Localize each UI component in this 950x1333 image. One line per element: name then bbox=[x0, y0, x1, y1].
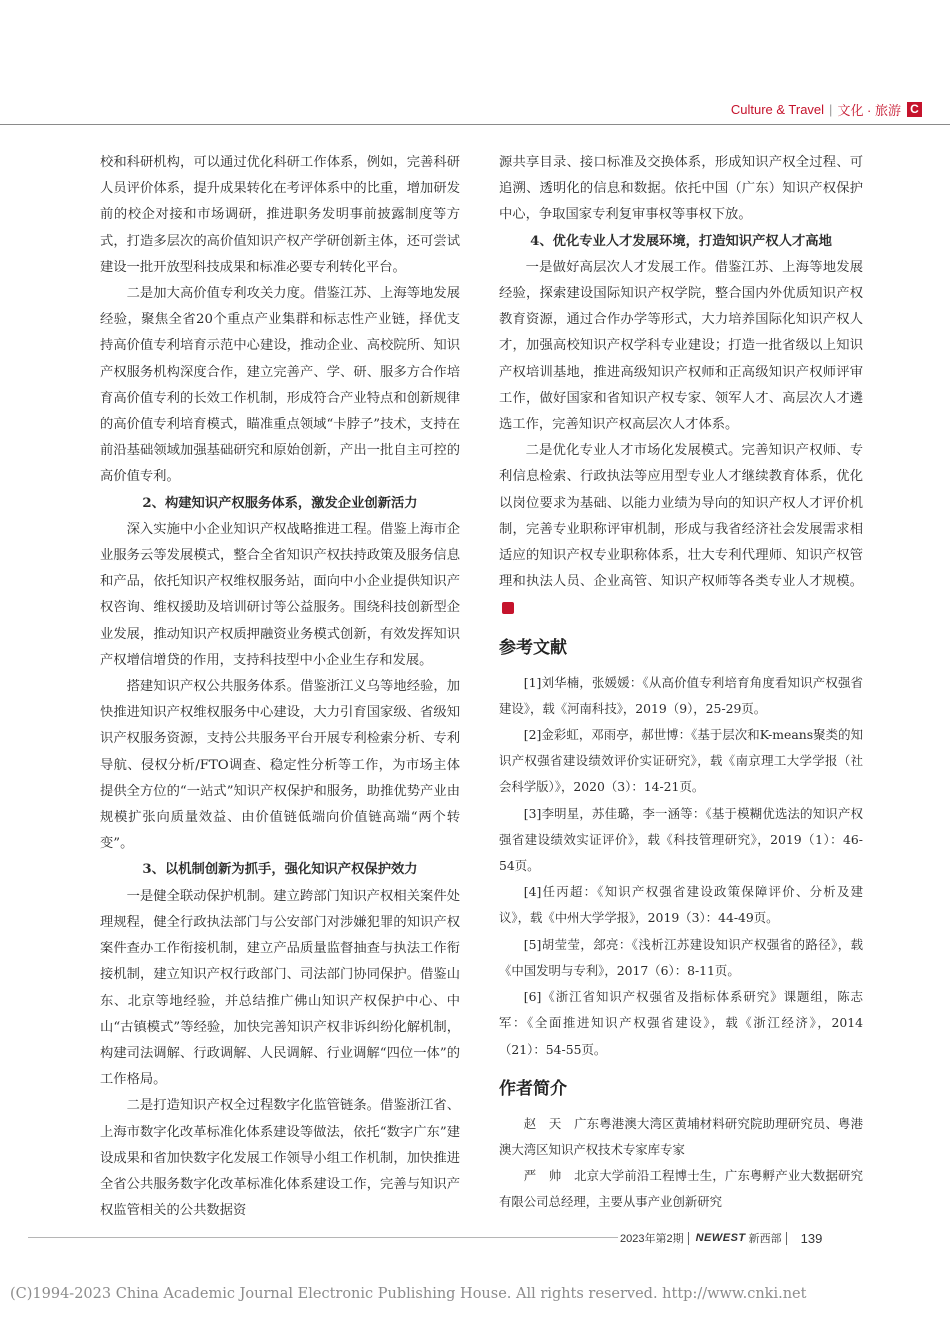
paragraph: 一是做好高层次人才发展工作。借鉴江苏、上海等地发展经验，探索建设国际知识产权学院，整合国内外优质知识产权教育资源，通过合作办学等形式，大力培养国际化知识产权人才，加强高校知识产权学科专业建设；打造一批省级以上知识产权培训基地，推进高级知识产权师和正高级知识产权师评审工作，做好国家和省知识产权专家、领军人才、高层次人才遴选工作，完善知识产权高层次人才体系。 bbox=[499, 259, 863, 433]
paragraph: 源共享目录、接口标准及交换体系，形成知识产权全过程、可追溯、透明化的信息和数据。依托中国（广东）知识产权保护中心，争取国家专利复审事权等事权下放。 bbox=[499, 155, 863, 223]
section-label-en: Culture & Travel bbox=[730, 101, 825, 117]
paragraph bbox=[499, 438, 863, 621]
paragraph: 搭建知识产权公共服务体系。借鉴浙江义乌等地经验，加快推进知识产权维权服务中心建设，大力引育国家级、省级知识产权服务资源，支持公共服务平台开展专利检索分析、专利导航、侵权分析/FTO调查、稳定性分析等工作，为市场主体提供全方位的“一站式”知识产权保护和服务，助推优势产业由规模扩张向质量效益、由价值链低端向价值链高端“两个转变”。 bbox=[100, 679, 460, 852]
paragraph: 校和科研机构，可以通过优化科研工作体系，例如，完善科研人员评价体系，提升成果转化在考评体系中的比重，增加研发前的校企对接和市场调研，推进职务发明事前披露制度等方式，打造多层次的高价值知识产权产学研创新主体，还可尝试建设一批开放型科技成果和标准必要专利转化平台。 bbox=[100, 155, 460, 275]
references-list bbox=[499, 670, 863, 1063]
reference-item: [3]李明星，苏佳璐，李一涵等：《基于模糊优选法的知识产权强省建设绩效实证评价》，载《科技管理研究》，2019（1）：46-54页。 bbox=[499, 805, 863, 874]
reference-item: [4]任丙超：《知识产权强省建设政策保障评价、分析及建议》，载《中州大学学报》，2019（3）：44-49页。 bbox=[499, 884, 863, 926]
end-mark-icon: 西 bbox=[502, 602, 514, 614]
reference-item: [1]刘华楠，张媛媛：《从高价值专利培育角度看知识产权强省建设》，载《河南科技》，2019（9），25-29页。 bbox=[499, 674, 863, 716]
footer-separator bbox=[786, 1232, 787, 1245]
author-bio-title: 作者简介 bbox=[499, 1078, 567, 1098]
journal-brand: NEWEST bbox=[695, 1232, 746, 1244]
paragraph: 二是加大高价值专利攻关力度。借鉴江苏、上海等地发展经验，聚焦全省20个重点产业集群和标志性产业链，择优支持高价值专利培育示范中心建设，推动企业、高校院所、知识产权服务机构深度合作，建立完善产、学、研、服多方合作培育高价值专利的长效工作机制，形成符合产业特点和创新规律的高价值专利培育模式，瞄准重点领域“卡脖子”技术，支持在前沿基础领域加强基础研究和原始创新，产出一批自主可控的高价值专利。 bbox=[100, 286, 460, 485]
paragraph: 深入实施中小企业知识产权战略推进工程。借鉴上海市企业服务云等发展模式，整合全省知识产权扶持政策及服务信息和产品，依托知识产权维权服务站，面向中小企业提供知识产权咨询、维权援助及培训研讨等公益服务。围绕科技创新型企业发展，推动知识产权质押融资业务模式创新，有效发挥知识产权增信增贷的作用，支持科技型中小企业生存和发展。 bbox=[100, 521, 460, 668]
copyright-watermark: (C)1994-2023 China Academic Journal Electronic Publishing House. All rights reserved. http://www.cnki.net bbox=[10, 1286, 807, 1302]
references-title: 参考文献 bbox=[499, 637, 567, 657]
left-column bbox=[100, 150, 460, 1224]
journal-cn-name: 新西部 bbox=[748, 1233, 782, 1245]
issue-label: 2023年第2期 bbox=[620, 1233, 684, 1245]
section-heading: 2、构建知识产权服务体系，激发企业创新活力 bbox=[142, 495, 418, 511]
section-label-cn: 文化 · 旅游 bbox=[837, 102, 901, 118]
reference-item: [5]胡莹莹，郐亮：《浅析江苏建设知识产权强省的路径》，载《中国发明与专利》，2017（6）：8-11页。 bbox=[499, 936, 863, 978]
author-bio-item: 严 帅 北京大学前沿工程博士生，广东粤孵产业大数据研究有限公司总经理，主要从事产业创新研究 bbox=[499, 1168, 863, 1210]
paragraph-text: 二是优化专业人才市场化发展模式。完善知识产权师、专利信息检索、行政执法等应用型专业人才继续教育体系，优化以岗位要求为基础、以能力业绩为导向的知识产权人才评价机制，完善专业职称评审机制，形成与我省经济社会发展需求相适应的知识产权专业职称体系，壮大专利代理师、知识产权管理和执法人员、企业高管、知识产权师等各类专业人才规模。 bbox=[499, 443, 863, 590]
author-bio-item: 赵 天 广东粤港澳大湾区黄埔材料研究院助理研究员、粤港澳大湾区知识产权技术专家库专家 bbox=[499, 1115, 863, 1157]
page-header bbox=[0, 0, 950, 125]
footer-separator bbox=[688, 1232, 689, 1245]
section-badge-icon: C bbox=[907, 102, 922, 117]
right-column bbox=[499, 150, 863, 1216]
header-divider bbox=[0, 124, 950, 125]
paragraph: 二是打造知识产权全过程数字化监管链条。借鉴浙江省、上海市数字化改革标准化体系建设等做法，依托“数字广东”建设成果和省加快数字化发展工作领导小组工作机制，加快推进全省公共服务数字化改革标准化体系建设工作，完善与知识产权监管相关的公共数据资 bbox=[100, 1098, 460, 1219]
footer-divider bbox=[28, 1237, 618, 1238]
section-heading: 3、以机制创新为抓手，强化知识产权保护效力 bbox=[142, 862, 418, 878]
page-number: 139 bbox=[800, 1230, 823, 1246]
reference-item: [6]《浙江省知识产权强省及指标体系研究》课题组，陈志军：《全面推进知识产权强省建设》，载《浙江经济》，2014（21）：54-55页。 bbox=[499, 989, 863, 1057]
paragraph: 一是健全联动保护机制。建立跨部门知识产权相关案件处理规程，健全行政执法部门与公安部门对涉嫌犯罪的知识产权案件查办工作衔接机制，建立产品质量监督抽查与执法工作衔接机制，建立知识产权行政部门、司法部门协同保护。借鉴山东、北京等地经验，并总结推广佛山知识产权保护中心、中山“古镇模式”等经验，加快完善知识产权非诉纠纷化解机制，构建司法调解、行政调解、人民调解、行业调解“四位一体”的工作格局。 bbox=[100, 888, 460, 1088]
section-label-separator: | bbox=[829, 101, 833, 117]
page-footer bbox=[620, 1229, 822, 1247]
section-label bbox=[731, 100, 922, 118]
section-heading: 4、优化专业人才发展环境，打造知识产权人才高地 bbox=[530, 233, 832, 249]
reference-item: [2]金彩虹，邓雨亭，郝世博：《基于层次和K-means聚类的知识产权强省建设绩效评价实证研究》，载《南京理工大学学报（社会科学版）》，2020（3）：14-21页。 bbox=[499, 727, 863, 795]
author-bio-list bbox=[499, 1111, 863, 1216]
